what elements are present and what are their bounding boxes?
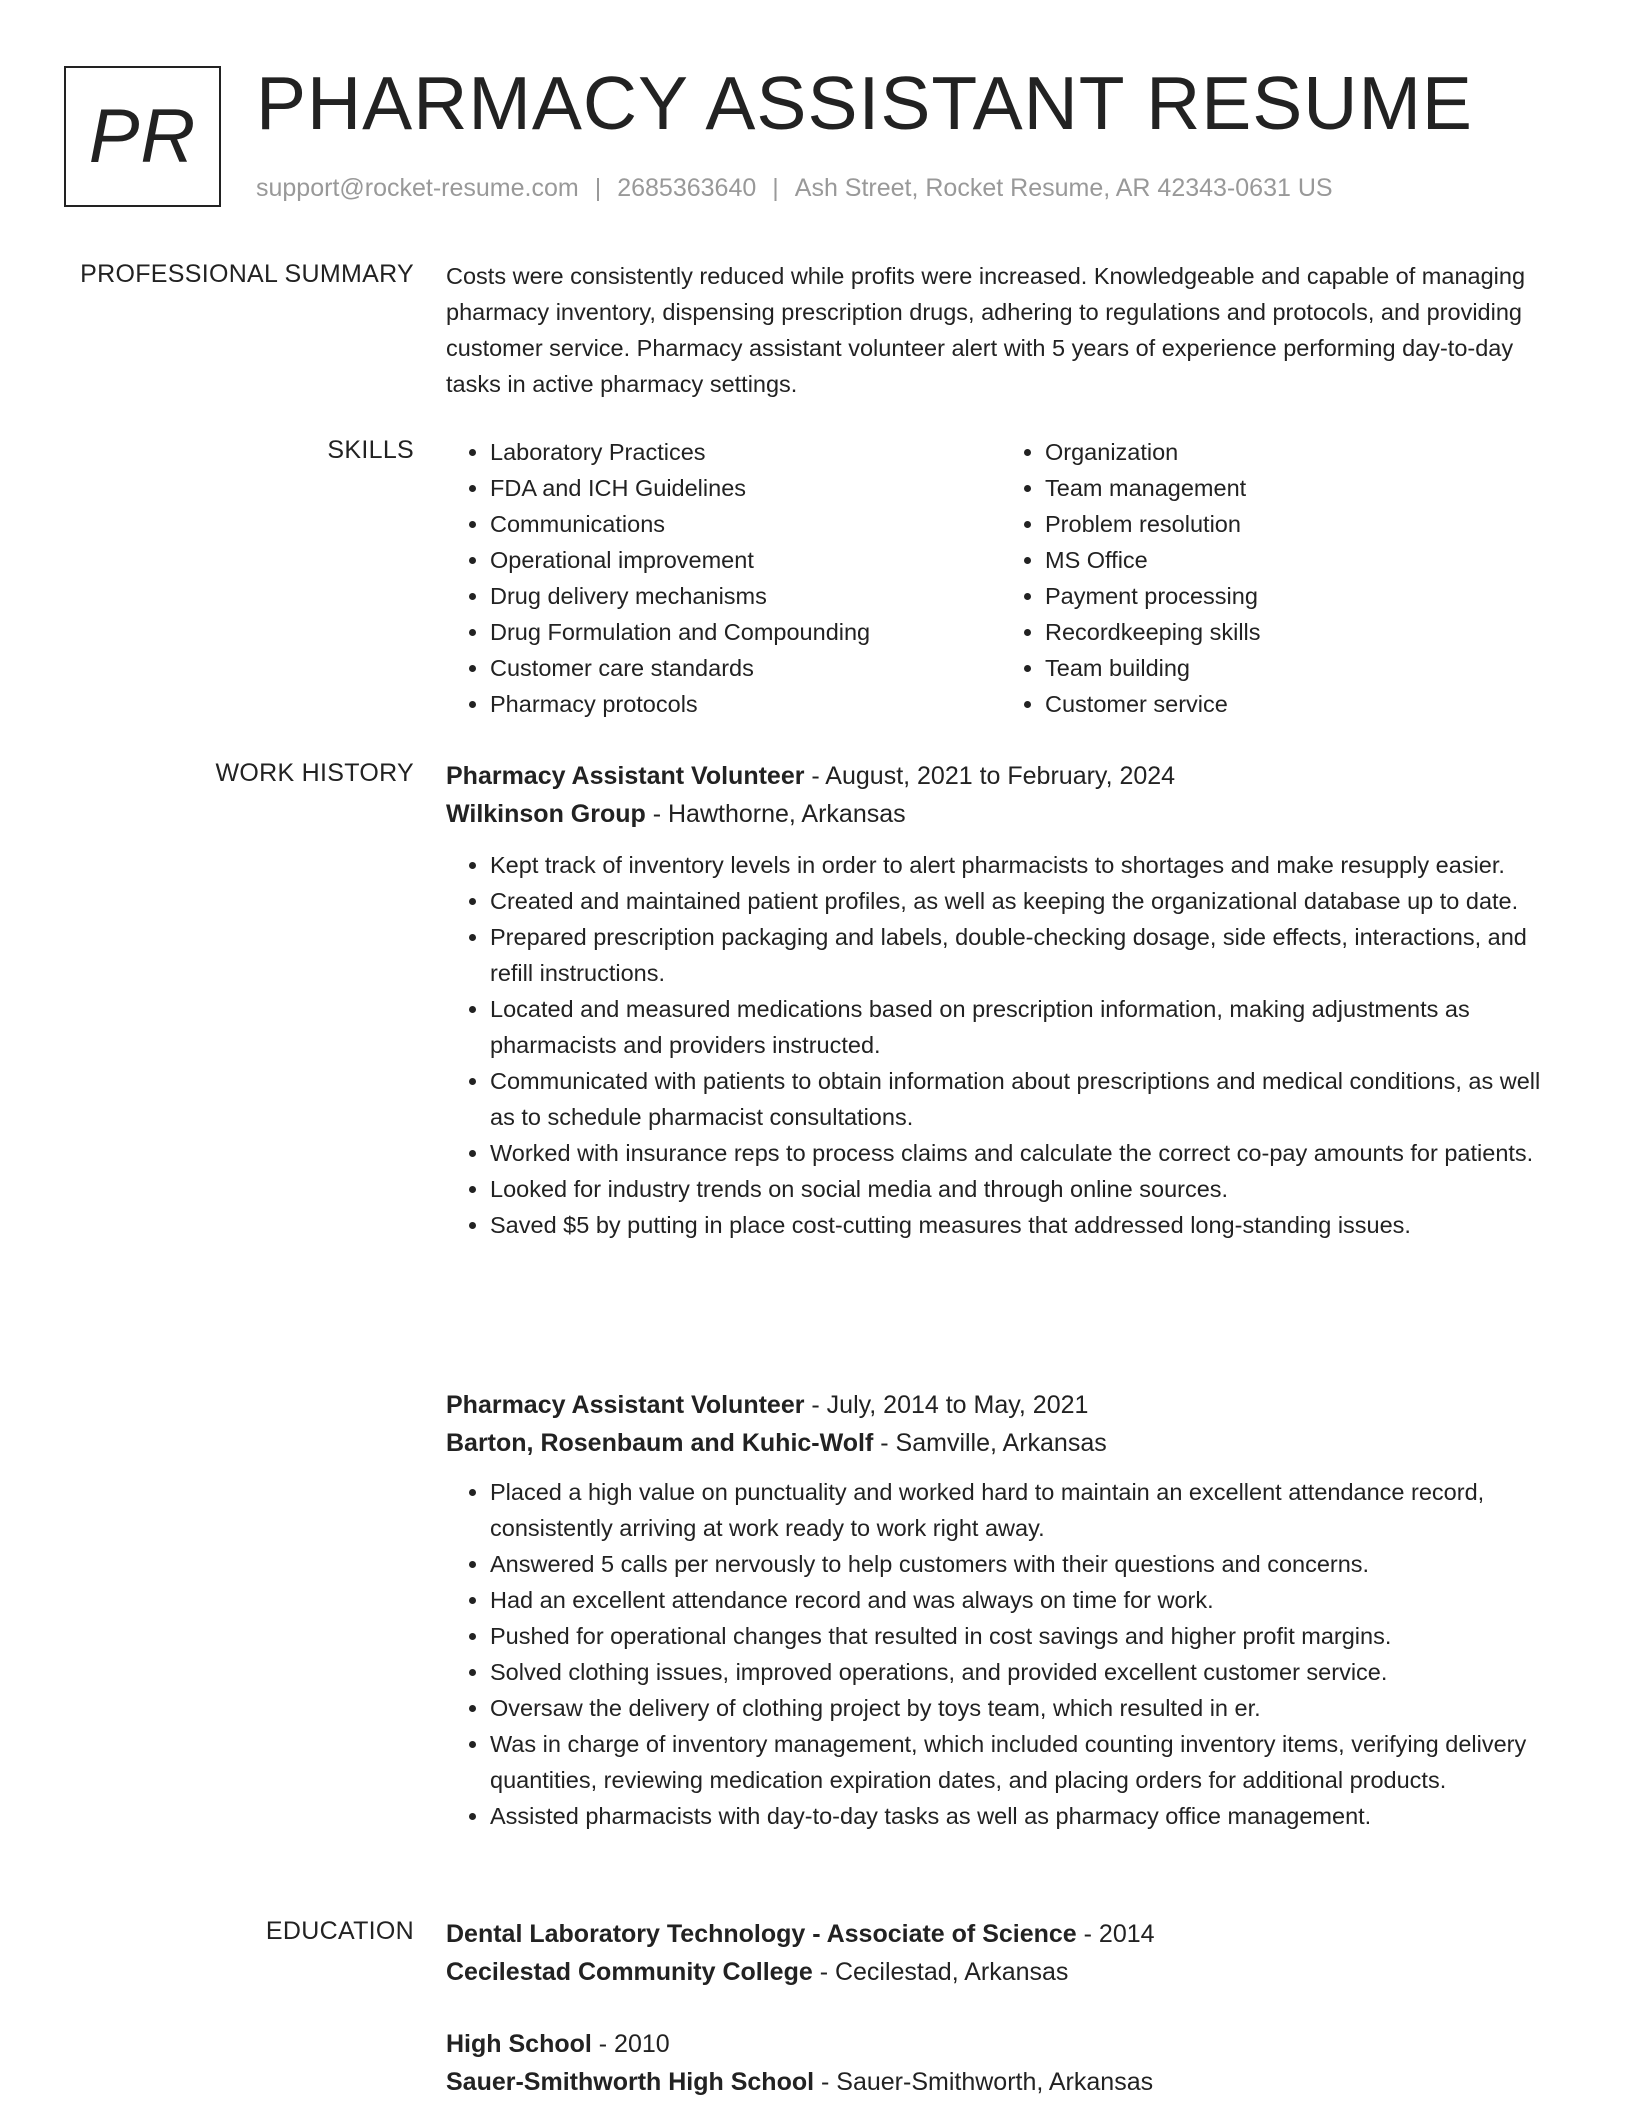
monogram-logo: PR [64, 66, 221, 207]
job-location: - Samville, Arkansas [873, 1429, 1107, 1457]
job-title: Pharmacy Assistant Volunteer [446, 1391, 805, 1419]
skills-list-left [446, 434, 1001, 722]
job-dates: - August, 2021 to February, 2024 [804, 762, 1176, 790]
job-company-line [446, 795, 1556, 833]
job-title-line [446, 757, 1556, 795]
work-body [446, 757, 1556, 1829]
job-bullets [446, 847, 1556, 1243]
education-heading: EDUCATION [265, 1917, 414, 1945]
contact-line [256, 174, 1333, 203]
list-item: • Prepared prescription packaging and labels, double-checking dosage, side effects, interactions, and refill instructions. [490, 919, 1556, 991]
school-line [446, 1953, 1556, 1991]
list-item: • Answered 5 calls per nervously to help customers with their questions and concerns. [490, 1546, 1556, 1582]
list-item: • Communicated with patients to obtain information about prescriptions and medical conditions, as well as to schedule pharmacist consultations. [490, 1063, 1556, 1135]
contact-separator: | [772, 174, 779, 202]
degree-year: - 2014 [1076, 1920, 1155, 1948]
list-item: • Operational improvement [490, 542, 1001, 578]
contact-address: Ash Street, Rocket Resume, AR 42343-0631 US [794, 174, 1333, 202]
degree-line [446, 1915, 1556, 1953]
list-item: • Worked with insurance reps to process claims and calculate the correct co-pay amounts for patients. [490, 1135, 1556, 1171]
summary-text: Costs were consistently reduced while profits were increased. Knowledgeable and capable of managing pharmacy inventory, dispensing prescription drugs, adhering to regulations and protocols, and providing customer service. Pharmacy assistant volunteer alert with 5 years of experience performing day-to-day tasks in active pharmacy settings. [446, 263, 1526, 397]
list-item: • Laboratory Practices [490, 434, 1001, 470]
page-title: PHARMACY ASSISTANT RESUME [256, 61, 1473, 145]
school: Sauer-Smithworth High School [446, 2068, 815, 2096]
list-item: • Looked for industry trends on social media and through online sources. [490, 1171, 1556, 1207]
list-item: • Kept track of inventory levels in order to alert pharmacists to shortages and make resupply easier. [490, 847, 1556, 883]
list-item: • Created and maintained patient profiles, as well as keeping the organizational database up to date. [490, 883, 1556, 919]
job-title-line [446, 1386, 1556, 1424]
degree-line [446, 2025, 1556, 2063]
job-company: Barton, Rosenbaum and Kuhic-Wolf [446, 1429, 874, 1457]
work-heading: WORK HISTORY [215, 759, 414, 787]
list-item: • Team management [1045, 470, 1556, 506]
list-item: • Recordkeeping skills [1045, 614, 1556, 650]
job-dates: - July, 2014 to May, 2021 [804, 1391, 1089, 1419]
list-item: • Team building [1045, 650, 1556, 686]
school: Cecilestad Community College [446, 1958, 813, 1986]
list-item: • FDA and ICH Guidelines [490, 470, 1001, 506]
education-body [446, 1915, 1556, 2101]
education-entry [446, 1915, 1556, 1991]
list-item: • Had an excellent attendance record and was always on time for work. [490, 1582, 1556, 1618]
list-item: • Drug Formulation and Compounding [490, 614, 1001, 650]
job-company-line [446, 1424, 1556, 1462]
job-entry [446, 757, 1556, 1243]
skills-body [446, 434, 1556, 722]
school-line [446, 2063, 1556, 2101]
list-item: • Solved clothing issues, improved operations, and provided excellent customer service. [490, 1654, 1556, 1690]
job-entry [446, 1386, 1556, 1834]
degree: High School [446, 2030, 592, 2058]
list-item: • Located and measured medications based on prescription information, making adjustments as pharmacists and providers instructed. [490, 991, 1556, 1063]
list-item: • Organization [1045, 434, 1556, 470]
list-item: • Problem resolution [1045, 506, 1556, 542]
list-item: • Customer service [1045, 686, 1556, 722]
list-item: • Drug delivery mechanisms [490, 578, 1001, 614]
skills-heading: SKILLS [327, 436, 414, 464]
list-item: • Oversaw the delivery of clothing project by toys team, which resulted in er. [490, 1690, 1556, 1726]
list-item: • Pharmacy protocols [490, 686, 1001, 722]
list-item: • Saved $5 by putting in place cost-cutting measures that addressed long-standing issues. [490, 1207, 1556, 1243]
summary-heading: PROFESSIONAL SUMMARY [80, 260, 414, 288]
contact-separator: | [594, 174, 602, 202]
school-location: - Sauer-Smithworth, Arkansas [814, 2068, 1154, 2096]
list-item: • Communications [490, 506, 1001, 542]
list-item: • Payment processing [1045, 578, 1556, 614]
degree: Dental Laboratory Technology - Associate of Science [446, 1920, 1077, 1948]
contact-phone: 2685363640 [617, 174, 757, 202]
job-company: Wilkinson Group [446, 800, 646, 828]
skills-list-right [1001, 434, 1556, 722]
list-item: • Was in charge of inventory management, which included counting inventory items, verifying delivery quantities, reviewing medication expiration dates, and placing orders for additional products. [490, 1726, 1556, 1798]
job-title: Pharmacy Assistant Volunteer [446, 762, 805, 790]
list-item: • Customer care standards [490, 650, 1001, 686]
list-item: • Pushed for operational changes that resulted in cost savings and higher profit margins. [490, 1618, 1556, 1654]
summary-body [446, 258, 1556, 402]
contact-email: support@rocket-resume.com [256, 174, 579, 202]
list-item: • MS Office [1045, 542, 1556, 578]
list-item: • Placed a high value on punctuality and worked hard to maintain an excellent attendance record, consistently arriving at work ready to work right away. [490, 1474, 1556, 1546]
job-location: - Hawthorne, Arkansas [645, 800, 906, 828]
school-location: - Cecilestad, Arkansas [812, 1958, 1069, 1986]
job-bullets [446, 1474, 1556, 1834]
list-item: • Assisted pharmacists with day-to-day tasks as well as pharmacy office management. [490, 1798, 1556, 1834]
degree-year: - 2010 [591, 2030, 670, 2058]
education-entry [446, 2025, 1556, 2101]
